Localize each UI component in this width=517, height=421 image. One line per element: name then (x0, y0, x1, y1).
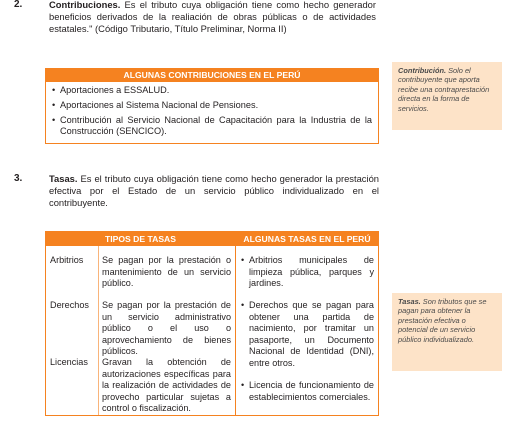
column-divider (98, 246, 99, 415)
bullet-icon: • (52, 114, 56, 125)
tasas-table-header-types: TIPOS DE TASAS (46, 232, 235, 246)
bullet-icon: • (241, 255, 245, 265)
item-2-number: 2. (14, 0, 23, 10)
contributions-box-title: ALGUNAS CONTRIBUCIONES EN EL PERÚ (46, 69, 378, 82)
contributions-list (46, 82, 378, 138)
item-3-number: 3. (14, 173, 23, 184)
contributions-box (45, 68, 379, 144)
item-3-text: Es el tributo cuya obligación tiene como hecho generador la prestación efectiva por el Estado de un servicio público individualizado en el contribuyente. (49, 173, 379, 209)
tasa-type-description: Se pagan por la prestación o mantenimiento de un servicio público. (102, 255, 231, 289)
tasa-type-name: Derechos (50, 300, 89, 310)
tasa-example: • Licencia de funcionamiento de establecimientos comerciales. (241, 380, 374, 402)
note-tasas-term: Tasas. (398, 297, 421, 306)
note-tasas (392, 293, 502, 371)
tasa-type-name: Licencias (50, 357, 88, 367)
note-contribucion (392, 62, 502, 130)
note-contribucion-text: Solo el contribuyente que aporta recibe una contraprestación directa en la forma de servicios. (398, 66, 490, 113)
item-2-term: Contribuciones. (49, 0, 121, 10)
list-item: • Aportaciones a ESSALUD. (52, 85, 170, 95)
tasa-example: • Derechos que se pagan para obtener una partida de nacimiento, por tramitar un pasaporte, un Documento Nacional de Identidad (DNI), entre otros. (241, 300, 374, 368)
tasa-type-description: Gravan la obtención de autorizaciones específicas para la realización de actividades de provecho particular sujetas a control o fiscalización. (102, 357, 231, 414)
bullet-icon: • (241, 300, 245, 310)
item-3-term: Tasas. (49, 173, 78, 184)
bullet-icon: • (52, 99, 56, 110)
list-item: • Aportaciones al Sistema Nacional de Pensiones. (52, 99, 259, 110)
item-2-paragraph (49, 0, 376, 36)
note-contribucion-term: Contribución. (398, 66, 447, 75)
bullet-icon: • (52, 85, 56, 95)
note-tasas-text: Son tributos que se pagan para obtener la prestación efectiva o potencial de un servicio público individualizado. (398, 297, 487, 344)
item-3-paragraph (49, 173, 379, 210)
item-2-text: Es el tributo cuya obligación tiene como hecho generador beneficios derivados de la realiación de obras públicas o de actividades estatales." (Código Tributario, Título Preliminar, Norma II) (49, 0, 376, 35)
tasas-table (45, 231, 379, 416)
tasa-type-name: Arbitrios (50, 255, 84, 265)
bullet-icon: • (241, 380, 245, 390)
column-divider (235, 232, 236, 415)
tasa-example: • Arbitrios municipales de limpieza pública, parques y jardines. (241, 255, 374, 289)
list-item: • Contribución al Servicio Nacional de Capacitación para la Industria de la Construcción (SENCICO). (52, 114, 372, 137)
tasas-table-header-examples: ALGUNAS TASAS EN EL PERÚ (236, 232, 378, 246)
tasa-type-description: Se pagan por la prestación de un servicio administrativo público o el uso o aprovechamiento de bienes públicos. (102, 300, 231, 357)
